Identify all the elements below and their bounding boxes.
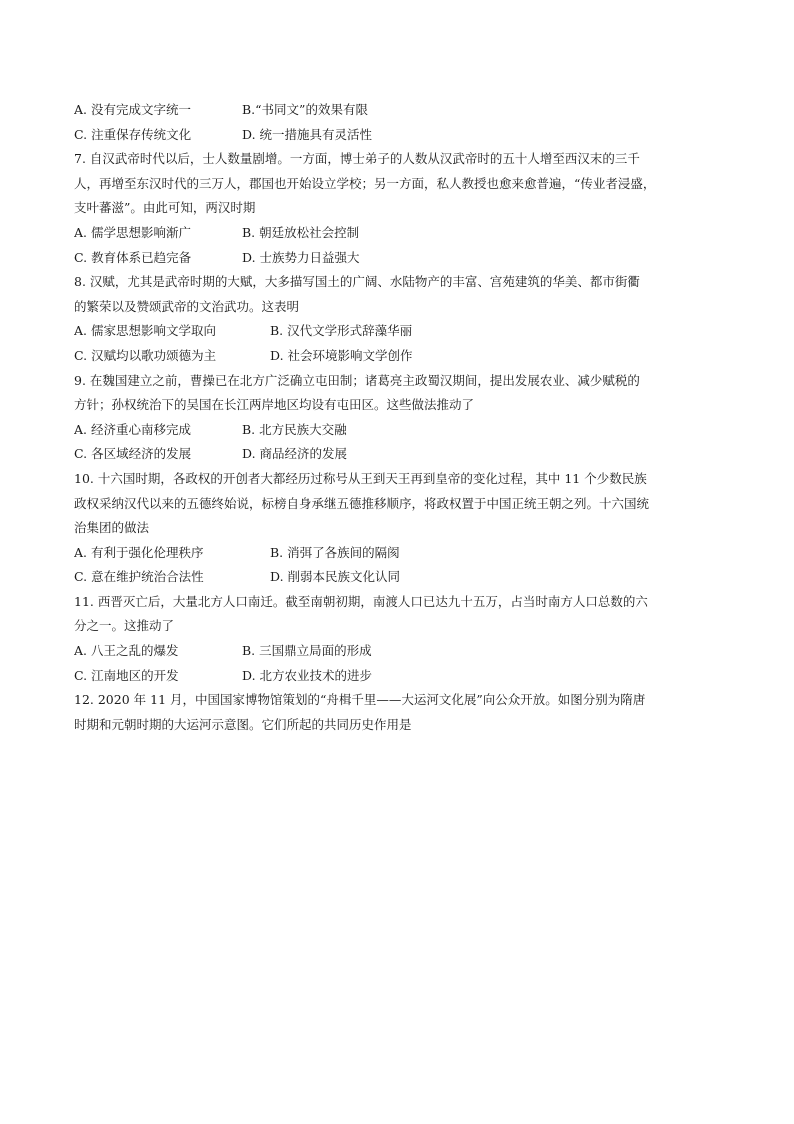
q8-stem-line-1: 8. 汉赋，尤其是武帝时期的大赋，大多描写国土的广阔、水陆物产的丰富、宫苑建筑的华美、都市街衢 — [74, 274, 640, 290]
q10-option-a: A. 有利于强化伦理秩序 — [74, 544, 204, 560]
q11-options-row-1 — [74, 639, 722, 664]
q11-stem-line-2: 分之一。这推动了 — [74, 618, 175, 634]
q7-stem-line-2: 人，再增至东汉时代的三万人，郡国也开始设立学校；另一方面，私人教授也愈来愈普遍，“传业者浸盛， — [74, 175, 656, 191]
q7-options-row-2 — [74, 246, 722, 271]
q9-options-row-1 — [74, 418, 722, 443]
q11-options-row-2 — [74, 664, 722, 689]
q6-option-d: D. 统一措施具有灵活性 — [242, 126, 373, 142]
q7-option-a: A. 儒学思想影响渐广 — [74, 224, 191, 240]
q8-stem-line-2: 的繁荣以及赞颂武帝的文治武功。这表明 — [74, 298, 300, 314]
exam-page — [74, 98, 722, 737]
q7-option-d: D. 士族势力日益强大 — [242, 249, 360, 265]
q10-option-b: B. 消弭了各族间的隔阂 — [270, 544, 400, 560]
q9-option-b: B. 北方民族大交融 — [242, 421, 347, 437]
q11-option-d: D. 北方农业技术的进步 — [242, 667, 373, 683]
q7-option-b: B. 朝廷放松社会控制 — [242, 224, 360, 240]
q10-stem-line-3: 治集团的做法 — [74, 520, 150, 536]
q11-option-c: C. 江南地区的开发 — [74, 667, 179, 683]
q6-option-c: C. 注重保存传统文化 — [74, 126, 192, 142]
q7-options-row-1 — [74, 221, 722, 246]
q9-option-d: D. 商品经济的发展 — [242, 446, 348, 462]
q12-stem-line-1: 12. 2020 年 11 月，中国国家博物馆策划的“舟楫千里——大运河文化展”向公众开放。如图分别为隋唐 — [74, 692, 646, 708]
q11-option-b: B. 三国鼎立局面的形成 — [242, 643, 372, 659]
q6-options-row-1 — [74, 98, 722, 123]
q9-option-c: C. 各区域经济的发展 — [74, 446, 192, 462]
q11-option-a: A. 八王之乱的爆发 — [74, 643, 179, 659]
q6-option-b: B.“书同文”的效果有限 — [242, 102, 368, 117]
q10-stem-line-2: 政权采纳汉代以来的五德终始说，标榜自身承继五德推移顺序，将政权置于中国正统王朝之列。十六国统 — [74, 495, 650, 511]
q9-options-row-2 — [74, 442, 722, 467]
q10-option-c: C. 意在维护统治合法性 — [74, 569, 204, 585]
q6-option-a: A. 没有完成文字统一 — [74, 102, 191, 117]
q8-option-d: D. 社会环境影响文学创作 — [270, 347, 413, 363]
q8-option-b: B. 汉代文学形式辞藻华丽 — [270, 323, 413, 339]
q6-options-row-2 — [74, 123, 722, 148]
q10-option-d: D. 削弱本民族文化认同 — [270, 569, 401, 585]
q9-stem-line-1: 9. 在魏国建立之前，曹操已在北方广泛确立屯田制；诸葛亮主政蜀汉期间，提出发展农业、减少赋税的 — [74, 372, 640, 388]
q9-stem-line-2: 方针；孙权统治下的吴国在长江两岸地区均设有屯田区。这些做法推动了 — [74, 397, 475, 413]
q10-stem-line-1: 10. 十六国时期，各政权的开创者大都经历过称号从王到天王再到皇帝的变化过程，其中 11 个少数民族 — [74, 470, 647, 486]
q10-options-row-2 — [74, 565, 722, 590]
q7-option-c: C. 教育体系已趋完备 — [74, 249, 192, 265]
q10-options-row-1 — [74, 541, 722, 566]
q8-option-a: A. 儒家思想影响文学取向 — [74, 323, 216, 339]
q8-options-row-2 — [74, 344, 722, 369]
q12-stem-line-2: 时期和元朝时期的大运河示意图。它们所起的共同历史作用是 — [74, 716, 412, 732]
q9-option-a: A. 经济重心南移完成 — [74, 421, 191, 437]
q8-options-row-1 — [74, 319, 722, 344]
q7-stem-line-3: 支叶蕃滋”。由此可知，两汉时期 — [74, 200, 256, 216]
q8-option-c: C. 汉赋均以歌功颂德为主 — [74, 347, 217, 363]
q11-stem-line-1: 11. 西晋灭亡后，大量北方人口南迁。截至南朝初期，南渡人口已达九十五万，占当时南方人口总数的六 — [74, 593, 648, 609]
q7-stem-line-1: 7. 自汉武帝时代以后，士人数量剧增。一方面，博士弟子的人数从汉武帝时的五十人增至西汉末的三千 — [74, 151, 640, 167]
